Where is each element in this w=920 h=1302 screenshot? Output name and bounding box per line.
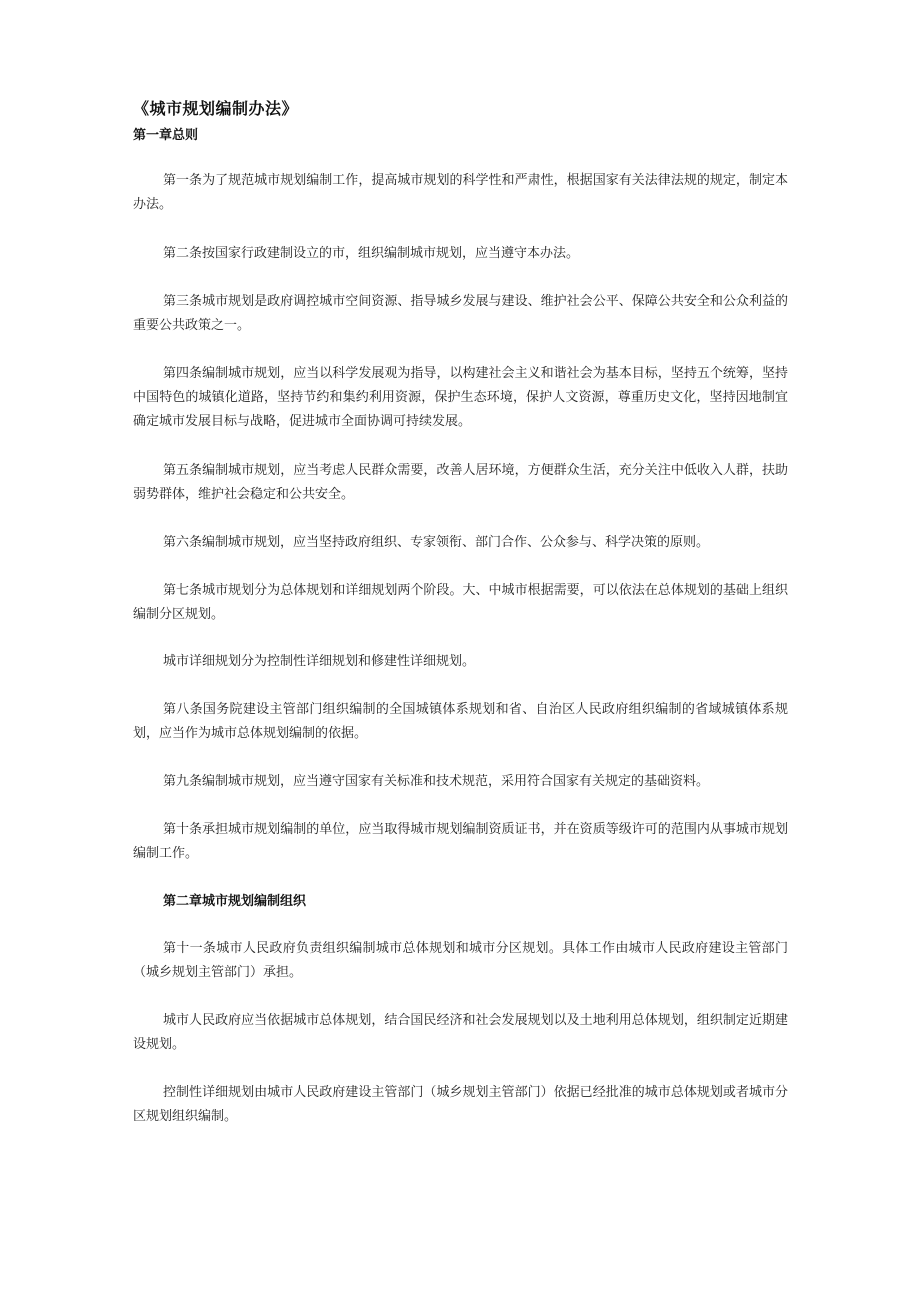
article-11: 第十一条城市人民政府负责组织编制城市总体规划和城市分区规划。具体工作由城市人民政府建设主管部门（城乡规划主管部门）承担。 bbox=[133, 941, 788, 980]
article-7: 第七条城市规划分为总体规划和详细规划两个阶段。大、中城市根据需要，可以依法在总体规划的基础上组织编制分区规划。 bbox=[133, 583, 788, 622]
article-10: 第十条承担城市规划编制的单位，应当取得城市规划编制资质证书，并在资质等级许可的范围内从事城市规划编制工作。 bbox=[133, 822, 788, 861]
chapter-1-heading: 第一章总则 bbox=[133, 128, 199, 143]
article-4: 第四条编制城市规划，应当以科学发展观为指导，以构建社会主义和谐社会为基本目标，坚持五个统筹，坚持中国特色的城镇化道路，坚持节约和集约利用资源，保护生态环境，保护人文资源，尊重历史文化，坚持因地制宜确定城市发展目标与战略，促进城市全面协调可持续发展。 bbox=[133, 366, 788, 429]
article-2: 第二条按国家行政建制设立的市，组织编制城市规划，应当遵守本办法。 bbox=[163, 246, 580, 261]
article-8: 第八条国务院建设主管部门组织编制的全国城镇体系规划和省、自治区人民政府组织编制的省域城镇体系规划，应当作为城市总体规划编制的依据。 bbox=[133, 702, 788, 741]
article-5: 第五条编制城市规划，应当考虑人民群众需要，改善人居环境，方便群众生活，充分关注中低收入人群，扶助弱势群体，维护社会稳定和公共安全。 bbox=[133, 463, 788, 502]
article-6: 第六条编制城市规划，应当坚持政府组织、专家领衔、部门合作、公众参与、科学决策的原则。 bbox=[163, 535, 710, 550]
article-1: 第一条为了规范城市规划编制工作，提高城市规划的科学性和严肃性，根据国家有关法律法规的规定，制定本办法。 bbox=[133, 173, 788, 212]
document-title: 《城市规划编制办法》 bbox=[133, 99, 299, 118]
article-7-continuation: 城市详细规划分为控制性详细规划和修建性详细规划。 bbox=[163, 654, 476, 669]
article-3: 第三条城市规划是政府调控城市空间资源、指导城乡发展与建设、维护社会公平、保障公共安全和公众利益的重要公共政策之一。 bbox=[133, 294, 788, 333]
article-11-paragraph-3: 控制性详细规划由城市人民政府建设主管部门（城乡规划主管部门）依据已经批准的城市总体规划或者城市分区规划组织编制。 bbox=[133, 1085, 788, 1124]
article-9: 第九条编制城市规划，应当遵守国家有关标准和技术规范，采用符合国家有关规定的基础资料。 bbox=[163, 774, 710, 789]
chapter-2-heading: 第二章城市规划编制组织 bbox=[163, 894, 307, 909]
article-11-paragraph-2: 城市人民政府应当依据城市总体规划，结合国民经济和社会发展规划以及土地利用总体规划，组织制定近期建设规划。 bbox=[133, 1013, 788, 1052]
